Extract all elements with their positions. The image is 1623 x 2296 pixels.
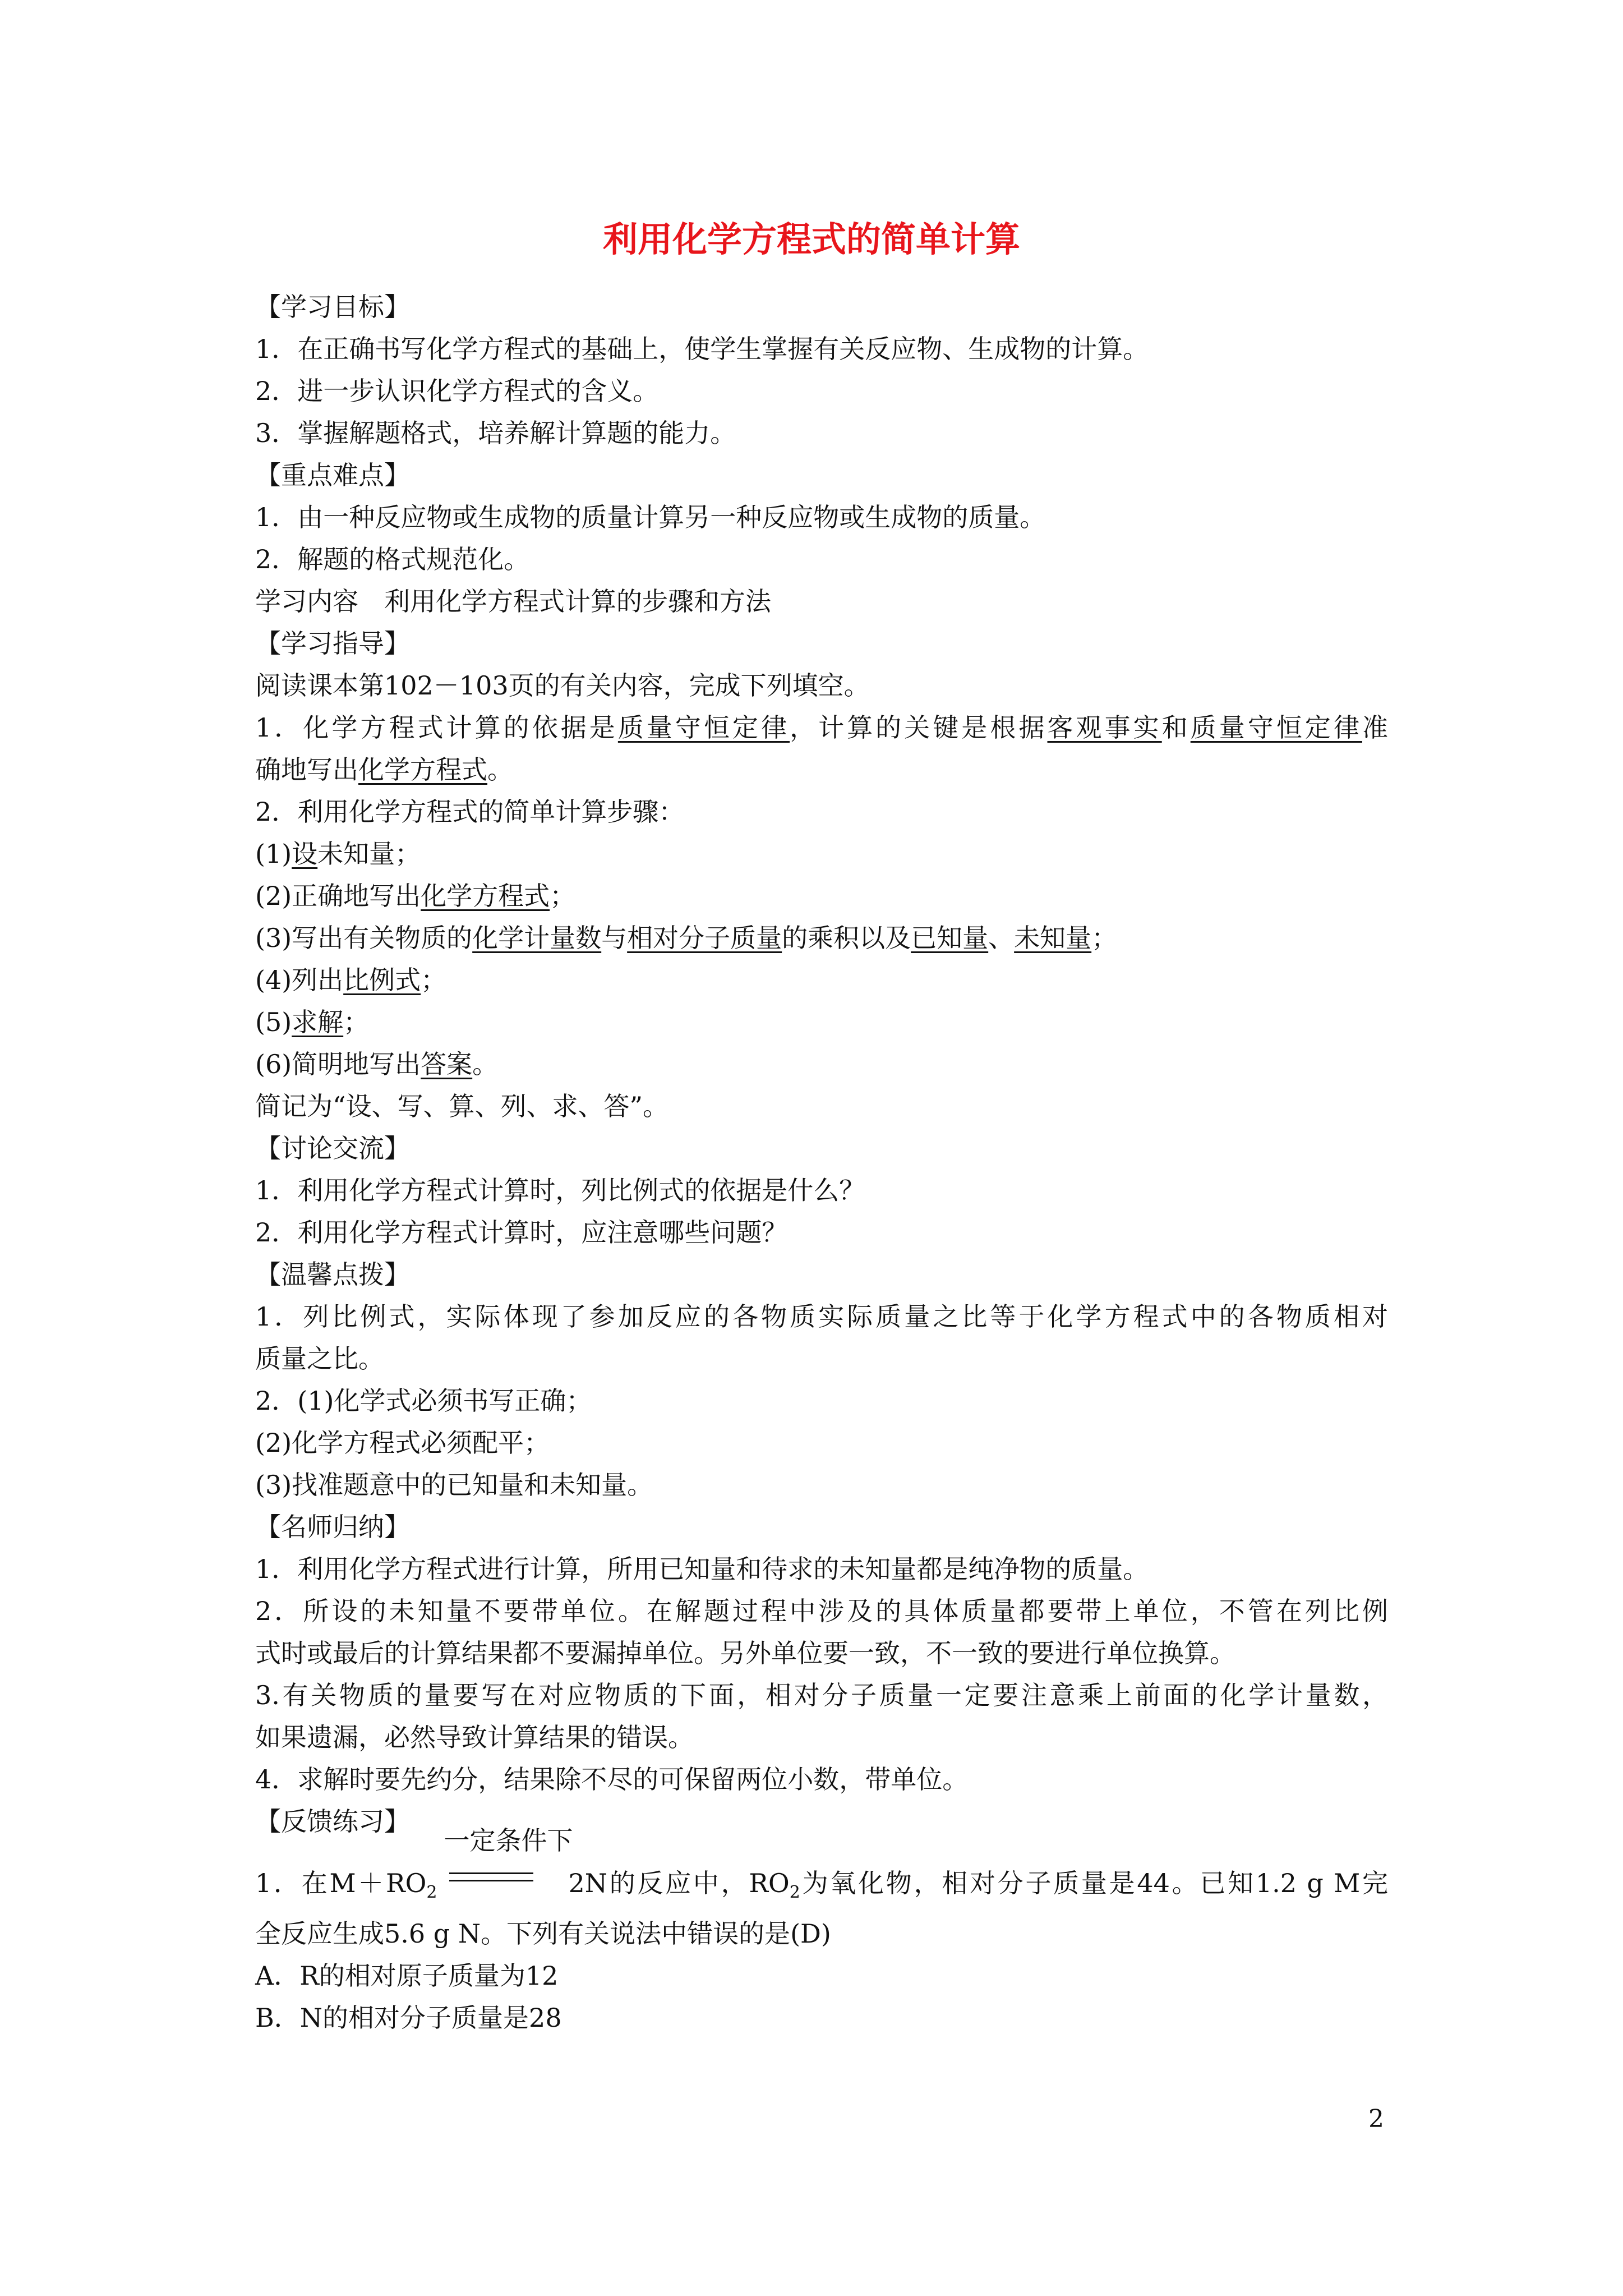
guidance-intro: 阅读课本第102－103页的有关内容，完成下列填空。 <box>255 670 870 701</box>
tip-2-1: 2．(1)化学式必须书写正确； <box>255 1386 592 1416</box>
step-3: (3)写出有关物质的化学计量数与相对分子质量的乘积以及已知量、未知量； <box>255 923 1118 953</box>
key-point-2: 2．解题的格式规范化。 <box>255 544 530 574</box>
blank-answer: 化学方程式 <box>358 754 487 785</box>
tip-2-2: (2)化学方程式必须配平； <box>255 1428 550 1458</box>
guidance-item-2: 2．利用化学方程式的简单计算步骤： <box>255 797 685 827</box>
summary-3-cont: 如果遗漏，必然导致计算结果的错误。 <box>255 1722 694 1752</box>
blank-answer: 化学计量数 <box>472 923 602 953</box>
section-heading-tips: 【温馨点拨】 <box>255 1259 410 1290</box>
summary-1: 1．利用化学方程式进行计算，所用已知量和待求的未知量都是纯净物的质量。 <box>255 1554 1149 1584</box>
blank-answer: 求解 <box>292 1007 344 1037</box>
page-title: 利用化学方程式的简单计算 <box>602 219 1020 260</box>
summary-3: 3.有关物质的量要写在对应物质的下面，相对分子质量一定要注意乘上前面的化学计量数， <box>255 1680 1388 1710</box>
step-2: (2)正确地写出化学方程式； <box>255 881 576 911</box>
step-4: (4)列出比例式； <box>255 965 447 995</box>
discussion-question-2: 2．利用化学方程式计算时，应注意哪些问题？ <box>255 1217 788 1248</box>
blank-answer: 相对分子质量 <box>627 923 782 953</box>
option-b: B．N的相对分子质量是28 <box>255 2003 562 2033</box>
step-6: (6)简明地写出答案。 <box>255 1049 499 1079</box>
practice-question-1: 1．在$M+RO_2$ 一定条件下 2N的反应中，$RO_2$为氧化物，相对分子质量是44。已知1.2 g M完 <box>255 1864 1388 1912</box>
section-heading-practice: 【反馈练习】 <box>255 1806 410 1837</box>
guidance-item-1-cont: 确地写出化学方程式。 <box>255 754 513 785</box>
blank-answer: 客观事实 <box>1047 712 1162 743</box>
blank-answer: 质量守恒定律 <box>617 712 790 743</box>
step-5: (5)求解； <box>255 1007 370 1037</box>
section-heading-summary: 【名师归纳】 <box>255 1512 410 1542</box>
blank-answer: 质量守恒定律 <box>1190 712 1363 743</box>
blank-answer: 答案 <box>421 1049 473 1079</box>
summary-2: 2．所设的未知量不要带单位。在解题过程中涉及的具体质量都要带上单位，不管在列比例 <box>255 1596 1388 1626</box>
blank-answer: 未知量 <box>1014 923 1092 953</box>
section-heading-learning-goals: 【学习目标】 <box>255 292 410 322</box>
blank-answer: 设 <box>292 839 318 869</box>
option-a: A．R的相对原子质量为12 <box>255 1961 559 1991</box>
guidance-item-1: 1．化学方程式计算的依据是质量守恒定律，计算的关键是根据客观事实和质量守恒定律准 <box>255 712 1389 743</box>
tip-2-3: (3)找准题意中的已知量和未知量。 <box>255 1470 653 1500</box>
learning-content: 学习内容 利用化学方程式计算的步骤和方法 <box>255 586 771 616</box>
goal-item-3: 3．掌握解题格式，培养解计算题的能力。 <box>255 418 736 448</box>
goal-item-1: 1．在正确书写化学方程式的基础上，使学生掌握有关反应物、生成物的计算。 <box>255 334 1149 364</box>
tip-1: 1．列比例式，实际体现了参加反应的各物质实际质量之比等于化学方程式中的各物质相对 <box>255 1301 1388 1332</box>
reaction-condition-equals <box>444 1825 573 1903</box>
goal-item-2: 2．进一步认识化学方程式的含义。 <box>255 376 659 406</box>
summary-4: 4．求解时要先约分，结果除不尽的可保留两位小数，带单位。 <box>255 1764 969 1795</box>
blank-answer: 化学方程式 <box>421 881 550 911</box>
discussion-question-1: 1．利用化学方程式计算时，列比例式的依据是什么？ <box>255 1175 865 1205</box>
key-point-1: 1．由一种反应物或生成物的质量计算另一种反应物或生成物的质量。 <box>255 502 1046 532</box>
section-heading-guidance: 【学习指导】 <box>255 628 410 659</box>
tip-1-cont: 质量之比。 <box>255 1343 384 1374</box>
section-heading-discussion: 【讨论交流】 <box>255 1133 410 1163</box>
practice-question-1-cont: 全反应生成5.6 g N。下列有关说法中错误的是(D) <box>255 1918 831 1949</box>
blank-answer: 已知量 <box>911 923 989 953</box>
section-heading-key-points: 【重点难点】 <box>255 460 410 490</box>
steps-summary: 简记为“设、写、算、列、求、答”。 <box>255 1091 669 1121</box>
reaction-condition-label: 一定条件下 <box>444 1825 573 1856</box>
summary-2-cont: 式时或最后的计算结果都不要漏掉单位。另外单位要一致，不一致的要进行单位换算。 <box>255 1638 1235 1668</box>
page-number: 2 <box>1368 2105 1384 2133</box>
blank-answer: 比例式 <box>343 965 421 995</box>
step-1: (1)设未知量； <box>255 839 421 869</box>
